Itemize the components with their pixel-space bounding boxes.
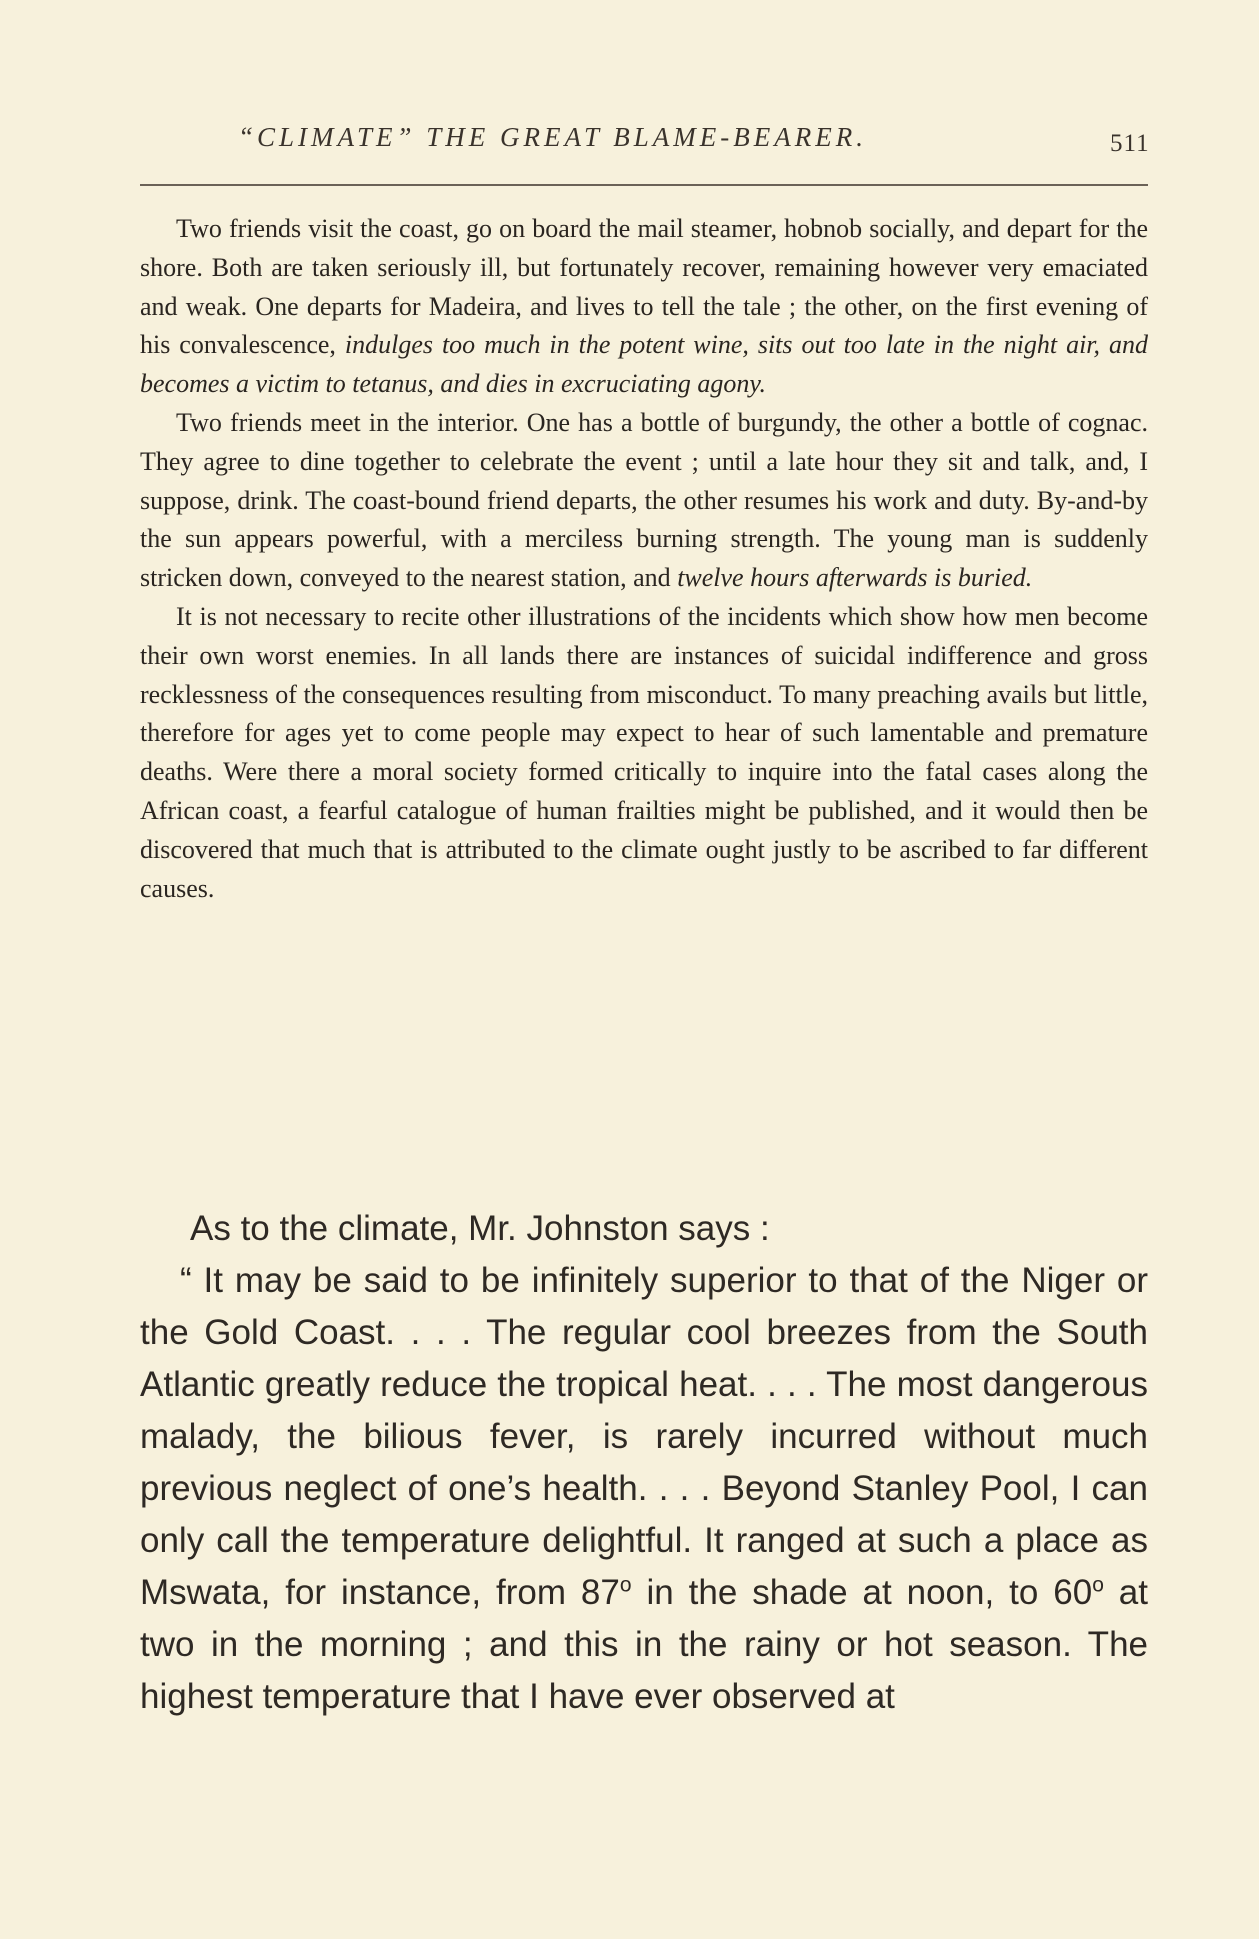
paragraph-two-friends-coast [140,210,1148,404]
degree-mark: o [619,1573,632,1597]
page-number: 511 [1110,130,1150,157]
quote-text: “ It may be said to be infinitely superior to that of the Niger or the Gold Coast. . . . The regular cool breezes from the South Atlantic greatly reduce the tropical heat. . . . The most dangerous malady, the bilious fever, is rarely incurred without much previous neglect of one’s health. . . . Beyond Stanley Pool, I can only call the temperature delightful. It ranged at such a place as Mswata, for instance, from 87 [140,1261,1148,1612]
degree-mark: o [1092,1573,1104,1597]
paragraph-text: Two friends visit the coast, go on board the mail steamer, hobnob socially, and depart for the shore. Both are taken seriously ill, but fortunately recover, remaining however very emaciated and weak. One departs for Madeira, and lives to tell the tale ; the other, on the first evening of his convalescence, [140,214,1148,360]
johnston-quote [140,1255,1148,1723]
paragraph-two-friends-interior [140,404,1148,598]
small-type-section [140,210,1148,908]
large-type-section [140,1203,1148,1723]
johnston-intro: As to the climate, Mr. Johnston says : [190,1209,770,1248]
paragraph-text: Two friends meet in the interior. One has a bottle of burgundy, the other a bottle of cognac. They agree to dine together to celebrate the event ; until a late hour they sit and talk, and, I suppose, drink. The coast-bound friend departs, the other resumes his work and duty. By-and-by the sun appears powerful, with a merciless burning strength. The young man is suddenly stricken down, conveyed to the nearest station, and [140,407,1148,593]
italic-text: indulges too much in the potent wine, sits out too late in the night air, and becomes a victim to tetanus, and dies in excruciating agony. [140,330,1148,399]
paragraph-illustrations: It is not necessary to recite other illustrations of the incidents which show how men become their own worst enemies. In all lands there are instances of suicidal indifference and gross recklessness of the consequences resulting from misconduct. To many preaching avails but little, therefore for ages yet to come people may expect to hear of such lamentable and premature deaths. Were there a moral society formed critically to inquire into the fatal cases along the African coast, a fearful catalogue of human frailties might be published, and it would then be discovered that much that is attributed to the climate ought justly to be ascribed to far different causes. [140,601,1148,903]
quote-text: at two in the morning ; and this in the rainy or hot season. The highest temperature that I have ever observed at [140,1573,1148,1716]
italic-text: twelve hours afterwards is buried. [677,563,1033,593]
quote-text: in the shade at noon, to 60 [631,1573,1093,1612]
running-title: “CLIMATE” THE GREAT BLAME-BEARER. [238,122,867,152]
header-rule [140,184,1148,186]
